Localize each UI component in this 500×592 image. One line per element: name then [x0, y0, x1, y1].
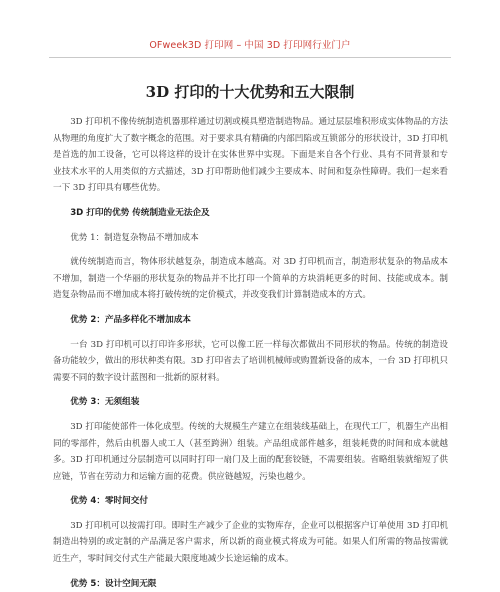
article-title: 3D 打印的十大优势和五大限制 [145, 83, 355, 101]
advantage-3-paragraph: 3D 打印能使部件一体化成型。传统的大规模生产建立在组装线基础上，在现代工厂，机器生产出相同的零部件，然后由机器人或工人（甚至跨洲）组装。产品组成部件越多，组装耗费的时间和成本就越多。3D 打印机通过分层制造可以同时打印一扇门及上面的配套铰链，不需要组装。省略组装就缩短了供应链，节省在劳动力和运输方面的花费。供应链越短，污染也越少。 [53, 421, 448, 482]
header-divider [49, 57, 451, 58]
advantage-4-heading: 优势 4：零时间交付 [70, 496, 148, 507]
intro-paragraph: 3D 打印机不像传统制造机器那样通过切割或模具塑造制造物品。通过层层堆积形成实体物品的方法从物理的角度扩大了数字概念的范围。对于要求具有精确的内部凹陷或互锁部分的形状设计，3D 打印机是首选的加工设备，它可以将这样的设计在实体世界中实现。下面是来自各个行业、具有不同背景和专业技术水平的人用类似的方式描述，3D 打印帮助他们减少主要成本、时间和复杂性障碍。我们一起来看一下 3D 打印具有哪些优势。 [53, 117, 448, 194]
advantage-2-paragraph: 一台 3D 打印机可以打印许多形状，它可以像工匠一样每次都做出不同形状的物品。传统的制造设备功能较少，做出的形状种类有限。3D 打印省去了培训机械师或购置新设备的成本，一台 3D 打印机只需要不同的数字设计蓝图和一批新的原材料。 [53, 339, 448, 383]
section-heading-advantages: 3D 打印的优势 传统制造业无法企及 [70, 207, 210, 218]
article-body [0, 102, 500, 592]
advantage-3-heading: 优势 3：无须组装 [70, 397, 140, 408]
advantage-5-heading: 优势 5：设计空间无限 [70, 578, 157, 589]
site-header: OFweek3D 打印网 – 中国 3D 打印网行业门户 [149, 40, 351, 51]
advantage-2-heading: 优势 2：产品多样化不增加成本 [70, 314, 191, 325]
advantage-1-label: 优势 1：制造复杂物品不增加成本 [70, 232, 199, 243]
advantage-4-paragraph: 3D 打印机可以按需打印。即时生产减少了企业的实物库存，企业可以根据客户订单使用 3D 打印机制造出特别的或定制的产品满足客户需求，所以新的商业模式将成为可能。如果人们所需的物品按需就近生产，零时间交付式生产能最大限度地减少长途运输的成本。 [53, 520, 448, 565]
advantage-1-paragraph: 就传统制造而言，物体形状越复杂，制造成本越高。对 3D 打印机而言，制造形状复杂的物品成本不增加，制造一个华丽的形状复杂的物品并不比打印一个简单的方块消耗更多的时间、技能或成本。制造复杂物品而不增加成本将打破传统的定价模式，并改变我们计算制造成本的方式。 [53, 257, 448, 301]
